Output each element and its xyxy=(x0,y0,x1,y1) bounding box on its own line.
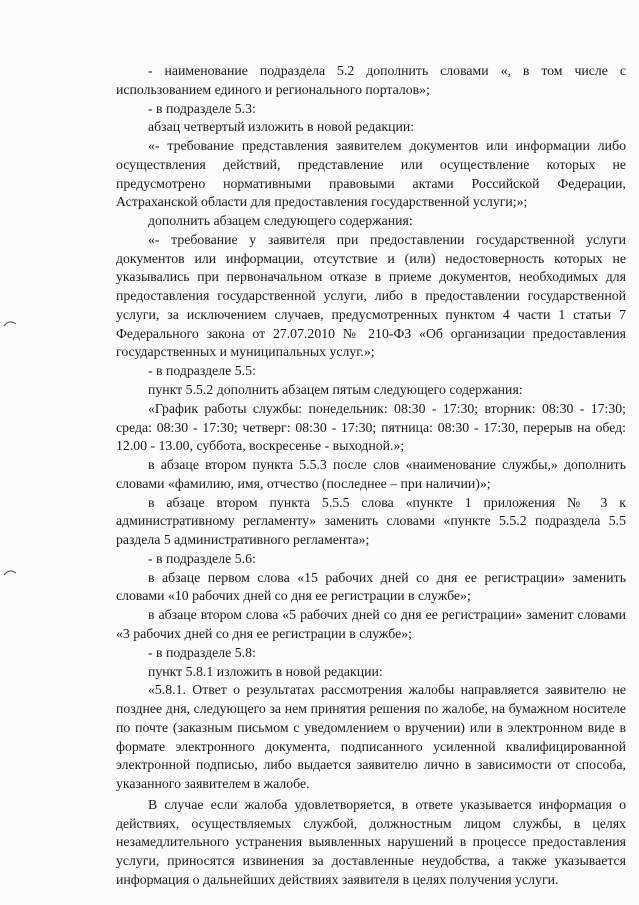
paragraph: «График работы службы: понедельник: 08:30 - 17:30; вторник: 08:30 - 17:30; среда: 08:30 - 17:30; четверг: 08:30 - 17:30; пятница: 08:30 - 17:30, перерыв на обед: 12.00 - 13.00, суббота, воскресенье - выходной.»; xyxy=(116,400,626,454)
paragraph: - наименование подраздела 5.2 дополнить словами «, в том числе с использованием единого и регионального порталов»; xyxy=(116,63,626,97)
paragraph: в абзаце втором пункта 5.5.3 после слов «наименование службы,» дополнить словами «фамилию, имя, отчество (последнее – при наличии)»; xyxy=(116,457,626,491)
paragraph: пункт 5.8.1 изложить в новой редакции: xyxy=(148,663,383,679)
paragraph: - в подразделе 5.5: xyxy=(148,363,256,379)
paragraph: в абзаце первом слова «15 рабочих дней со дня ее регистрации» заменить словами «10 рабочих дней со дня ее регистрации в службе»; xyxy=(116,569,626,604)
paragraph: в абзаце втором пункта 5.5.5 слова «пункте 1 приложения № 3 к административному регламенту» заменить словами «пункте 5.5.2 подраздела 5.5 раздела 5 административного регламента»; xyxy=(116,494,626,548)
paragraph: - в подразделе 5.8: xyxy=(148,644,256,660)
document-body xyxy=(116,62,626,890)
paragraph: «- требование представления заявителем документов или информации либо осуществления действий, представление или осуществление которых не предусмотрено нормативными правовыми актами Российской Федерации, Астраханской области для предоставления государственной услуги;»; xyxy=(116,138,626,210)
paragraph: абзац четвертый изложить в новой редакции: xyxy=(148,119,415,135)
paragraph: «- требование у заявителя при предоставлении государственной услуги документов или информации, отсутствие и (или) недостоверность которых не указывались при первоначальном отказе в приеме документов, необходимых для предоставления государственной услуги, либо в предоставлении государственной услуги, за исключением случаев, предусмотренных пунктом 4 части 1 статьи 7 Федерального закона от 27.07.2010 № 210-ФЗ «Об организации предоставления государственных и муниципальных услуг.»; xyxy=(116,231,626,360)
hole-punch-mark xyxy=(3,567,17,577)
paragraph: - в подразделе 5.3: xyxy=(148,100,256,116)
paragraph: дополнить абзацем следующего содержания: xyxy=(148,213,413,229)
hole-punch-mark xyxy=(3,318,17,328)
paragraph: - в подразделе 5.6: xyxy=(148,550,256,566)
paragraph: пункт 5.5.2 дополнить абзацем пятым следующего содержания: xyxy=(148,382,523,398)
paragraph: В случае если жалоба удовлетворяется, в ответе указывается информация о действиях, осуществляемых службой, должностным лицом службы, в целях незамедлительного устранения выявленных нарушений в процессе предоставления услуги, приносятся извинения за доставленные неудобства, а также указывается информация о дальнейших действиях заявителя в целях получения услуги. xyxy=(116,796,626,887)
paragraph: в абзаце втором слова «5 рабочих дней со дня ее регистрации» заменит словами «3 рабочих дней со дня ее регистрации в службе»; xyxy=(116,607,626,641)
paragraph: «5.8.1. Ответ о результатах рассмотрения жалобы направляется заявителю не позднее дня, следующего за нем принятия решения по жалобе, на бумажном носителе по почте (заказным письмом с уведомлением о вручении) или в электронном виде в формате электронного документа, подписанного усиленной квалифицированной электронной подписью, либо выдается заявителю лично в зависимости от способа, указанного заявителем в жалобе. xyxy=(116,682,626,792)
